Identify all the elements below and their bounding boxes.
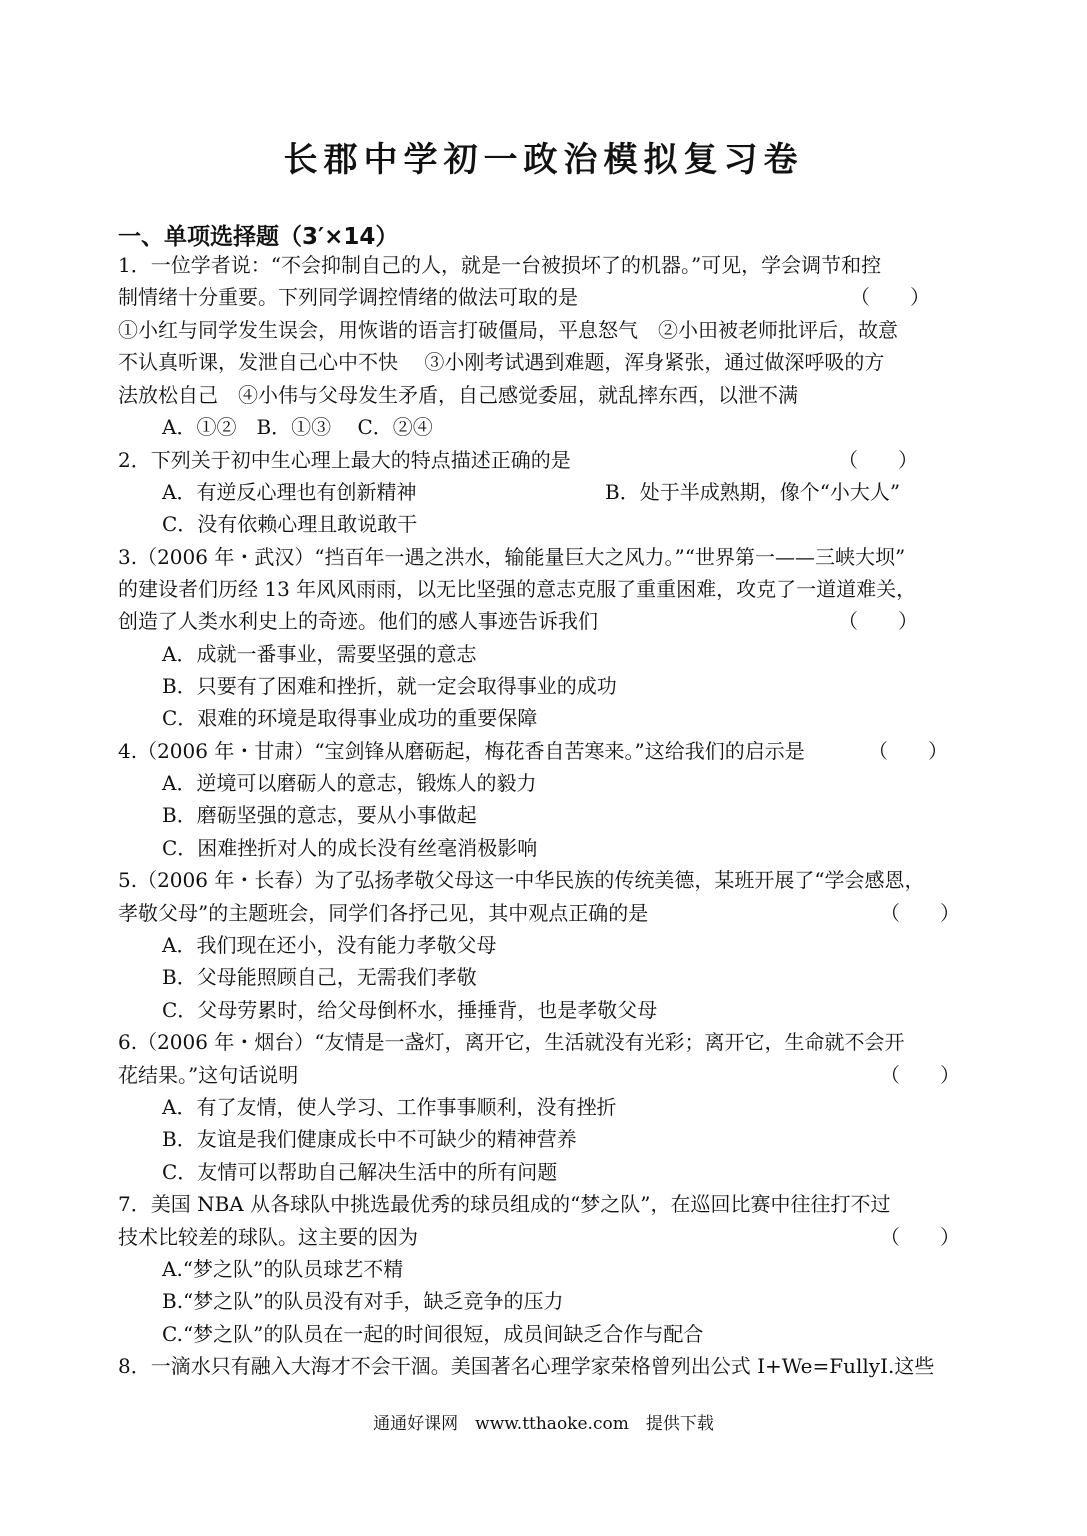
question-line: 创造了人类水利史上的奇迹。他们的感人事迹告诉我们 [118,609,598,633]
option-line: A．逆境可以磨砺人的意志，锻炼人的毅力 [162,771,537,795]
option-line: C．友情可以帮助自己解决生活中的所有问题 [162,1160,558,1184]
option-line: A.“梦之队”的队员球艺不精 [162,1257,404,1281]
option-line: C.“梦之队”的队员在一起的时间很短，成员间缺乏合作与配合 [162,1322,704,1346]
option-line: C．没有依赖心理且敢说敢干 [162,512,418,536]
answer-bracket: （ ） [880,1225,960,1249]
question-line: 法放松自己 ④小伟与父母发生矛盾，自己感觉委屈，就乱摔东西，以泄不满 [118,383,798,407]
question-line: 4.（2006 年・甘肃）“宝剑锋从磨砺起，梅花香自苦寒来。”这给我们的启示是 [118,739,805,763]
footer-text: 通通好课网 www.tthaoke.com 提供下载 [373,1414,714,1434]
option-line: B．磨砺坚强的意志，要从小事做起 [162,803,477,827]
option-line: A．我们现在还小，没有能力孝敬父母 [162,933,497,957]
question-line: 的建设者们历经 13 年风风雨雨，以无比坚强的意志克服了重重困难，攻克了一道道难关， [118,577,917,601]
option-line: B.“梦之队”的队员没有对手，缺乏竞争的压力 [162,1289,564,1313]
question-line: 孝敬父母”的主题班会，同学们各抒己见，其中观点正确的是 [118,901,649,925]
option-line: A．成就一番事业，需要坚强的意志 [162,642,477,666]
page-title: 长郡中学初一政治模拟复习卷 [283,140,804,180]
option-line: A．①② B．①③ C．②④ [162,415,433,439]
option-line: C．艰难的环境是取得事业成功的重要保障 [162,706,538,730]
question-line: 2．下列关于初中生心理上最大的特点描述正确的是 [118,448,571,472]
question-line: ①小红与同学发生误会，用恢谐的语言打破僵局，平息怒气 ②小田被老师批评后，故意 [118,318,898,342]
option-line: C．困难挫折对人的成长没有丝毫消极影响 [162,836,538,860]
answer-bracket: （ ） [838,609,918,633]
question-line: 不认真听课，发泄自己心中不快 ③小刚考试遇到难题，浑身紧张，通过做深呼吸的方 [118,350,885,374]
option-line: B．处于半成熟期，像个“小大人” [605,480,901,504]
question-line: 3.（2006 年・武汉）“挡百年一遇之洪水，输能量巨大之风力。”“世界第一——三峡大坝” [118,545,906,569]
question-line: 6.（2006 年・烟台）“友情是一盏灯，离开它，生活就没有光彩；离开它，生命就不会开 [118,1030,905,1054]
answer-bracket: （ ） [850,285,930,309]
option-line: B．父母能照顾自己，无需我们孝敬 [162,965,477,989]
option-line: A．有了友情，使人学习、工作事事顺利，没有挫折 [162,1095,617,1119]
answer-bracket: （ ） [880,901,960,925]
question-line: 1．一位学者说：“不会抑制自己的人，就是一台被损坏了的机器。”可见，学会调节和控 [118,253,882,277]
answer-bracket: （ ） [868,739,948,763]
question-line: 花结果。”这句话说明 [118,1063,299,1087]
option-line: A．有逆反心理也有创新精神 [162,480,417,504]
option-line: B．友谊是我们健康成长中不可缺少的精神营养 [162,1127,577,1151]
question-line: 8．一滴水只有融入大海才不会干涸。美国著名心理学家荣格曾列出公式 I+We=FullyI.这些 [118,1354,935,1378]
option-line: B．只要有了困难和挫折，就一定会取得事业的成功 [162,674,617,698]
question-line: 制情绪十分重要。下列同学调控情绪的做法可取的是 [118,285,578,309]
option-line: C．父母劳累时，给父母倒杯水，捶捶背，也是孝敬父母 [162,998,658,1022]
section-heading: 一、单项选择题（3′×14） [118,224,399,250]
answer-bracket: （ ） [880,1063,960,1087]
question-line: 7．美国 NBA 从各球队中挑选最优秀的球员组成的“梦之队”，在巡回比赛中往往打不过 [118,1192,891,1216]
question-line: 5.（2006 年・长春）为了弘扬孝敬父母这一中华民族的传统美德，某班开展了“学会感恩， [118,868,925,892]
question-line: 技术比较差的球队。这主要的因为 [118,1225,418,1249]
answer-bracket: （ ） [838,448,918,472]
